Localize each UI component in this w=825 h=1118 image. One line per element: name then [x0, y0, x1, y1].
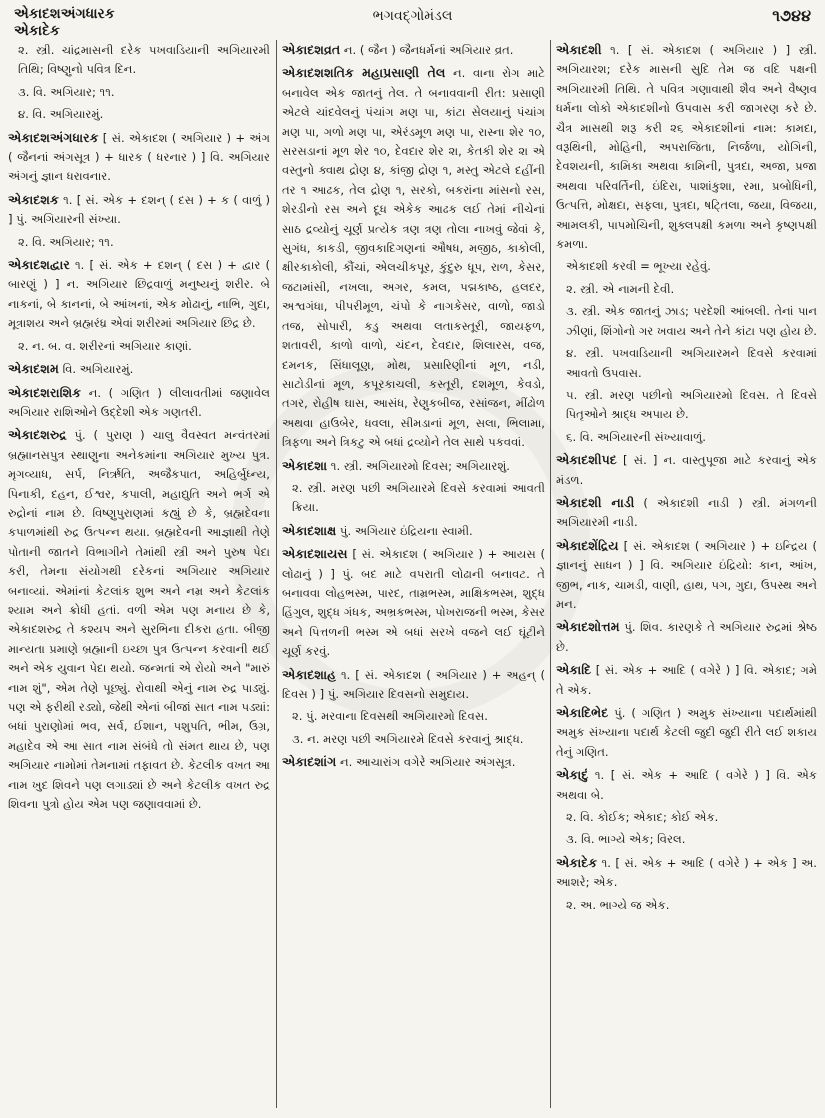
dictionary-entry	[8, 425, 270, 814]
dictionary-entry	[282, 521, 545, 541]
dictionary-entry	[556, 536, 817, 615]
definition-text: ૨. સ્ત્રી. મરણ પછી અગિયારમે દિવસે કરવામાં આવતી ક્રિયા.	[292, 480, 545, 515]
definition-text: ૩. વિ. અગિયાર; ૧૧.	[18, 84, 115, 99]
dictionary-entry	[282, 752, 545, 772]
definition-text: ૨. અ. ભાગ્યે જ એક.	[566, 897, 670, 912]
entry-sense	[8, 233, 270, 252]
dictionary-entry	[556, 493, 817, 533]
definition-text: ૨. વિ. અગિયાર; ૧૧.	[18, 234, 114, 249]
dictionary-entry	[556, 853, 817, 893]
definition-text: [ સં. એકાદશ ( અગિયાર ) + ઇન્દ્રિય ( જ્ઞાનનું સાધન ) ] વિ. અગિયાર ઇંદ્રિયો: કાન, આંખ, જીભ, નાક, ચામડી, વાણી, હાથ, પગ, ગુદા, ઉપસ્થ અને મન.	[556, 538, 817, 611]
definition-text: પું. ( પુરાણ ) ચાલુ વૈવસ્વત મન્વંતરમાં બ્રહ્માનસપુત્ર સ્થાણુના અનેકમાંના અગિયાર મુખ્ય પુત્ર. મૃગવ્યાધ, સર્પ, નિર્ઋતિ, અજૈકપાત, અહિર્બુધ્ન્ય, પિનાકી, દહન, ઈશ્વર, કપાલી, મહાદ્યુતિ અને ભર્ગ એ રુદ્રોનાં નામ છે. વિષ્ણુપુરાણમાં કહ્યું છે કે, બ્રહ્મદેવના કપાળમાંથી રુદ્ર ઉત્પન્ન થયા. બ્રહ્મદેવની આજ્ઞાથી તેણે પોતાની જાતને વિભાગીને તેમાંથી સ્ત્રી અને પુરુષ પેદા કરી, તેમના સંયોગથી દરેકનાં અગિયાર અગિયાર બનાવ્યાં. એમાંનાં કેટલાંક શુભ અને નમ્ર અને કેટલાંક શ્યામ અને ક્રોધી હતાં. વળી એમ પણ મનાય છે કે, એકાદશરુદ્ર તે કશ્યપ અને સુરભિના દીકરા હતા. બીજી માન્યતા પ્રમાણે બ્રહ્માની ઇચ્છા પુત્ર ઉત્પન્ન કરવાની થઈ અને એક યુવાન પેદા થયો. જન્મતાં એ રોયો અને "મારું નામ શું", એમ તેણે પૂછ્યું. રોવાથી એનું નામ રુદ્ર પાડ્યું. પણ એ ફરીથી રડ્યો, જેથી એનાં બીજાં સાત નામ પડ્યાં: બધાં પુરાણોમાં ભવ, સર્વ, ઈશાન, પશુપતિ, ભીમ, ઉગ્ર, મહાદેવ એ આ સાત નામ સંબંધે તો સંમત થાય છે, પણ અગિયાર નામોમાં તેમનામાં તફાવત છે. કેટલીક વખત આ નામ ખુદ શિવને પણ લગાડ્યાં છે અને કેટલીક વખત રુદ્ર શિવના પુત્રો હોય એમ પણ જણાવવામાં છે.	[8, 428, 270, 812]
definition-text: ૧. [ સં. એક + આદિ ( વગેરે ) ] વિ. એક અથવા બે.	[556, 768, 817, 802]
dictionary-entry	[282, 63, 545, 452]
entry-sense	[556, 808, 817, 827]
dictionary-entry	[556, 450, 817, 490]
entry-sense	[282, 479, 545, 518]
dictionary-entry	[8, 383, 270, 423]
entry-sense	[556, 386, 817, 425]
entry-sense	[556, 830, 817, 849]
headword: એકાદશવ્રત	[282, 42, 341, 57]
entry-sense	[556, 302, 817, 341]
headword: એકાદશક	[8, 191, 59, 207]
headword: એકાદું	[556, 767, 589, 783]
definition-text: ( એકાદશી નાડી ) સ્ત્રી. મંગળની અગિયારમી નાડી.	[556, 495, 817, 530]
headword: એકાદેક	[556, 854, 598, 870]
headword: એકાદશા	[282, 457, 328, 473]
definition-text: પું. અગિયાર ઇંદ્રિયના સ્વામી.	[336, 523, 473, 538]
headword: એકાદશીપદ	[556, 452, 617, 468]
definition-text: ન. ( જૈન ) જૈનધર્મનાં અગિયાર વ્રત.	[340, 43, 514, 57]
definition-text: ૧. [ સં. એકાદશ ( અગિયાર ) ] સ્ત્રી. અગિયારશ; દરેક માસની સુદિ તેમ જ વદિ પક્ષની અગિયારમી તિથિ. તે પવિત્ર ગણાવાથી શૈવ અને વૈષ્ણવ ધર્મના લોકો એકાદશીનો ઉપવાસ કરી જાગરણ કરે છે. ચૈત્ર માસથી શરૂ કરી ૨૬ એકાદશીનાં નામ: કામદા, વરૂથિની, મોહિની, અપરાજિતા, નિર્જળા, યોગિની, દેવશયની, કામિકા અથવા કામિની, પુત્રદા, અજા, પ્રજા અથવા પરિવર્તિની, ઇંદિરા, પાશાંકુશા, રમા, પ્રબોધિની, ઉત્પત્તિ, મોક્ષદા, સફલા, પુત્રદા, ષટ્તિલા, જયા, વિજયા, આમલકી, પાપમોચિની, શુક્લપક્ષી કમળા અને કૃષ્ણપક્ષી કમળા.	[556, 43, 817, 252]
dictionary-entry	[556, 765, 817, 805]
definition-text: ન. આચારાંગ વગેરે અગિયાર અંગસૂત્ર.	[336, 755, 516, 770]
entry-sense	[282, 707, 545, 726]
column-3	[556, 40, 817, 1112]
definition-text: [ સં. એકાદશ ( અગિયાર ) + આયસ ( લોઢાનું ) ] પું. બદ માટે વપરાતી લોઢાની બનાવટ. તે બનાવવા લોહભસ્મ, પારદ, તામ્રભસ્મ, માક્ષિકભસ્મ, શુદ્ધ હિંગુલ, શુદ્ધ ગંધક, અભ્રકભસ્મ, પોખરાજની ભસ્મ, કેસર અને પિત્તળની ભસ્મ એ બધાં સરખે વજને લઈ ઘૂંટીને ચૂર્ણ કરવું.	[282, 547, 545, 659]
headword: એકાદશેંદ્રિય	[556, 537, 619, 553]
definition-text: પું. ( ગણિત ) અમુક સંખ્યાના પદાર્થમાંથી અમુક સંખ્યાના પદાર્થ કેટલી જુદી જુદી રીતે લઈ શકાય તેનું ગણિત.	[556, 706, 817, 759]
definition-text: ૪. વિ. અગિયારમું.	[18, 107, 104, 122]
definition-text: ૩. ન. મરણ પછી અગિયારમે દિવસે કરવાનું શ્રાદ્ધ.	[292, 731, 524, 746]
dictionary-entry	[282, 40, 545, 60]
definition-text: ૪. સ્ત્રી. પખવાડિયાની અગિયારમને દિવસે કરવામાં આવતો ઉપવાસ.	[566, 346, 817, 380]
definition-text: ૧. [ સં. એક + આદિ ( વગેરે ) + એક ] અ. આશરે; એક.	[556, 855, 817, 890]
guide-word-last: એકાદેક	[14, 23, 60, 39]
definition-text: એકાદશી કરવી = ભૂખ્યા રહેવું.	[566, 259, 711, 274]
page-number: ૧૭૪૪	[772, 6, 811, 25]
headword: એકાદશોત્તમ	[556, 619, 620, 635]
definition-text: ૨. વિ. કોઈક; એકાદ; કોઈ એક.	[566, 810, 719, 825]
dictionary-entry	[282, 456, 545, 476]
entry-sense	[556, 896, 817, 915]
entry-sense	[556, 428, 817, 447]
headword: એકાદશાહ	[282, 666, 337, 682]
dictionary-entry	[556, 617, 817, 657]
column-1	[8, 40, 270, 1112]
dictionary-entry	[556, 660, 817, 700]
definition-text: [ સં. એક + આદિ ( વગેરે ) ] વિ. એકાદ; ગમે તે એક.	[556, 663, 817, 697]
definition-text: ૬. વિ. અગિયારની સંખ્યાવાળું.	[566, 429, 706, 444]
entry-sense	[8, 105, 270, 124]
headword: એકાદશરાશિક	[8, 384, 82, 400]
headword: એકાદશઅંગધારક	[8, 129, 99, 145]
definition-text: પું. શિવ. કારણકે તે અગિયાર રુદ્રમાં શ્રેષ્ઠ છે.	[556, 620, 817, 654]
running-head	[14, 6, 811, 42]
dictionary-entry	[556, 40, 817, 254]
definition-text: ન. વાના રોગ માટે બનાવેલ એક જાતનું તેલ. તે બનાવવાની રીત: પ્રસાણી એટલે ચાંદવેલનું પંચાંગ મણ ૫ા, કાંટા સેલયાનું પંચાંગ મણ ૫ા, ગળો મણ ૫ા, એરંડમૂળ મણ ૫ા, રાસ્ના શેર ૧૦, સરસડાનાં મૂળ શેર ૧૦, દેવદાર શેર ૨ા, કેતકી શેર ૨ા એ વસ્તુનો ક્વાથ દ્રોણ ૪, કાંજી દ્રોણ ૧, મસ્તુ એટલે દહીંની તર ૧ આઢક, તેલ દ્રોણ ૧, સરકો, બકરાંના માંસનો રસ, શેરડીનો રસ અને દૂધ એકેક આઢક લઈ તેમાં નીચેનાં સાઠ દ્રવ્યોનું ચૂર્ણ પ્રત્યેક ત્રણ ત્રણ તોલા નાખવું જેવાં કે, સુગંધ, કાકડી, જીવકાદિગણનાં ઔષધ, મજીઠ, કાકોલી, ક્ષીરકાકોલી, કૌંચાં, એલચીકપૂર, કુંદુરુ ધૂપ, રાળ, કેસર, જટામાંસી, નખલા, અગર, કમલ, પદ્મકાષ્ઠ, હલદર, અશ્વગંધા, પીપરીમૂળ, ચંપો કે નાગકેસર, વાળો, જાડો તજ, સોપારી, કડુ અથવા લતાકસ્તૂરી, જાયફળ, શતાવરી, કાળો વાળો, ચંદન, દેવદાર, શિલારસ, વજ, દમનક, સિંધાલૂણ, મોથ, પ્રસારિણીનાં મૂળ, નડી, સાટોડીનાં મૂળ, કપૂરકાચલી, કસ્તૂરી, દશમૂળ, કેવડો, તગર, રોહીષ ઘાસ, આસંધ, રેણુકબીજ, રસાંજન, મીંઢોળ અથવા હાઉબેર, ધવલા, સીમડાનાં મૂળ, સલા, ભિલામા, ત્રિફળા અને ત્રિકટુ એ બધાં દ્રવ્યોને તેલ સાથે પકવવાં.	[282, 66, 545, 450]
headword: એકાદશરુદ્ર	[8, 427, 67, 443]
dictionary-entry	[556, 703, 817, 762]
dictionary-entry	[8, 359, 270, 379]
entry-sense	[556, 344, 817, 383]
column-divider	[276, 40, 277, 1108]
definition-text: ૨. સ્ત્રી. એ નામની દેવી.	[566, 281, 675, 296]
definition-text: ૨. પું. મરવાના દિવસથી અગિયારમો દિવસ.	[292, 709, 488, 724]
definition-text: ૧. [ સં. એક + દશન્ ( દસ ) + ક ( વાળું ) ] પું. અગિયારની સંખ્યા.	[8, 192, 270, 227]
guide-word-first: એકાદશઅંગધારક	[14, 6, 115, 22]
dictionary-entry	[8, 255, 270, 334]
headword: એકાદિભેદ	[556, 705, 609, 720]
entry-sense	[556, 280, 817, 299]
headword: એકાદશશતિક મહાપ્રસાણી તેલ	[282, 65, 446, 81]
entry-sense	[8, 83, 270, 102]
definition-text: [ સં. ] ન. વાસ્તુપૂજા માટે કરવાનું એક મંડળ.	[556, 453, 817, 487]
headword: એકાદશાક્ષ	[282, 522, 337, 538]
definition-text: [ સં. એકાદશ ( અગિયાર ) + અંગ ( જૈનનાં અંગસૂત્ર ) + ધારક ( ધરનાર ) ] વિ. અગિયાર અંગનું જ્ઞાન ધરાવનાર.	[8, 130, 270, 184]
definition-text: ૨. ન. બ. વ. શરીરનાં અગિયાર કાણાં.	[18, 338, 192, 353]
entry-sense	[8, 41, 270, 80]
definition-text: ન. ( ગણિત ) લીલાવતીમાં જણાવેલ અગિયાર રાશિઓને ઉદ્દેશી એક ગણતરી.	[8, 385, 270, 419]
dictionary-entry	[8, 190, 270, 230]
headword: એકાદશાયસ	[282, 546, 348, 562]
column-divider	[550, 40, 551, 1108]
definition-text: ૧. સ્ત્રી. અગિયારમો દિવસ; અગિયારશું.	[327, 458, 510, 473]
headword: એકાદશી નાડી	[556, 494, 635, 510]
headword: એકાદશાંગ	[282, 754, 337, 770]
headword: એકાદશદ્વાર	[8, 257, 70, 273]
book-title: ભગવદ્ગોમંડલ	[372, 8, 453, 24]
entry-sense	[282, 730, 545, 749]
headword: એકાદશી	[556, 42, 602, 57]
definition-text: વિ. અગિયારમું.	[58, 362, 134, 377]
dictionary-entry	[282, 665, 545, 705]
definition-text: ૩. સ્ત્રી. એક જાતનું ઝાડ; પરદેશી આંબલી. તેનાં પાન ઝીણાં, શિંગોનો ગર ખવાય અને તેને કાંટા પણ હોય છે.	[566, 304, 817, 338]
definition-text: ૨. સ્ત્રી. ચાંદ્રમાસની દરેક પખવાડિયાની અગિયારમી તિથિ; વિષ્ણુનો પવિત્ર દિન.	[18, 43, 270, 77]
definition-text: ૫. સ્ત્રી. મરણ પછીનો અગિયારમો દિવસ. તે દિવસે પિતૃઓને શ્રાદ્ધ અપાય છે.	[566, 387, 817, 422]
definition-text: ૩. વિ. ભાગ્યે એક; વિરલ.	[566, 832, 686, 847]
entry-sense	[8, 337, 270, 356]
headword: એકાદિ	[556, 662, 592, 678]
dictionary-entry	[282, 544, 545, 661]
entry-sense	[556, 257, 817, 276]
definition-text: ૧. [ સં. એક + દશન્ ( દસ ) + દ્વાર ( બારણું ) ] ન. અગિયાર છિદ્રવાળું મનુષ્યનું શરીર. બે નાકનાં, બે કાનનાં, બે આંખનાં, એક મોઢાનું, નાભિ, ગુદા, મૂત્રાશય અને બ્રહ્મરંધ્ર એવાં શરીરમાં અગિયાર છિદ્ર છે.	[8, 258, 270, 331]
definition-text: ૧. [ સં. એકાદશ ( અગિયાર ) + અહન્ ( દિવસ ) ] પું. અગિયાર દિવસનો સમુદાય.	[282, 667, 545, 701]
dictionary-entry	[8, 128, 270, 187]
headword: એકાદશમ	[8, 361, 59, 377]
column-2	[282, 40, 545, 1112]
